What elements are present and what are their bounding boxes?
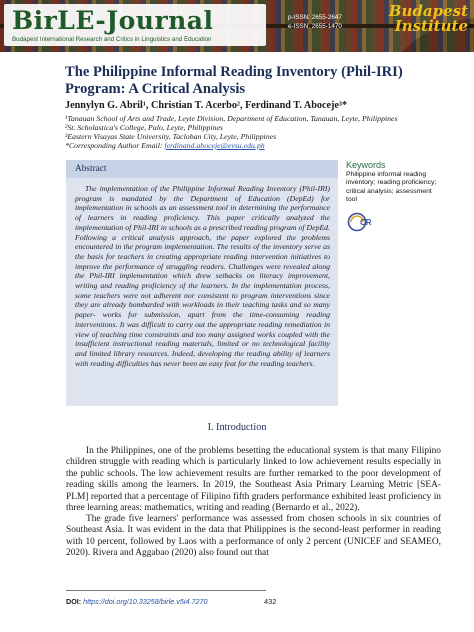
journal-subtitle: Budapest International Research and Critics in Linguistics and Education [12, 36, 212, 43]
article-authors: Jennylyn G. Abril¹, Christian T. Acerbo², Ferdinand T. Aboceje³* [65, 100, 348, 111]
institute-line-1: Budapest [388, 2, 468, 20]
issn-info [288, 14, 358, 38]
journal-logo [4, 4, 266, 46]
footer-doi [66, 597, 207, 606]
institute-name [389, 4, 468, 34]
institute-badge [388, 0, 474, 52]
corresponding-author [65, 141, 445, 150]
abstract-box [66, 160, 338, 406]
issn-online: e-ISSN: 2655-1470 [288, 22, 342, 30]
keywords-heading: Keywords [346, 160, 386, 170]
doi-label: DOI: [66, 597, 82, 606]
affiliation-3: ³Eastern Visayas State University, Tacloban City, Leyte, Philippines [65, 132, 277, 141]
issn-print: p-ISSN: 2655-2647 [288, 14, 342, 21]
intro-paragraph-2: The grade five learners' performance was assessed from chosen schools in six countries of Southeast Asia. It was evident in the data that Philippines is the second-least performer in reading with 10 percent, followed by Laos with a performance of only 2 percent (UNICEF and SEAMEO, 2020). Rivera and Aggabao (2020) also found out that [66, 514, 441, 559]
crossref-icon [347, 212, 381, 232]
abstract-text: The implementation of the Philippine Informal Reading Inventory (Phil-IRI) program is mandated by the Department of Education (DepEd) for implementation in schools as an assessment tool in determining the performance of learners in reading proficiency. This paper critically analyzed the implementation of Phil-IRI in schools as a prescribed reading program of DepEd. Following a critical analysis approach, the paper explored the problems encountered in the program implementation. The results of the inventory serve as the basis for teachers in creating appropriate reading intervention initiatives to improve the performance of struggling readers. Challenges were revealed along the Phil-IRI implementation which drew setbacks on literacy improvement, writing and reading proficiency of the learners. In the implementation process, some teachers were not adherent nor consistent to program interventions since they are already bombarded with workloads in their teaching tasks and so many paper- works for submission, apart from the time-consuming reading interventions. It was difficult to carry out the appropriate reading remediation in view of teaching time constraints and too many assigned works coupled with the insufficient instructional reading materials, limited or no technological facility and limited library resources. Indeed, developing the reading ability of learners with reading difficulties has never been an easy feat for the reading teachers. [75, 184, 330, 368]
page-number: 432 [264, 597, 277, 606]
abstract-heading: Abstract [75, 164, 107, 174]
footer-rule [66, 590, 266, 591]
journal-name: BirLE-Journal [12, 6, 214, 35]
affiliation-1: ¹Tanauan School of Arts and Trade, Leyte Division, Department of Education, Tanauan, Leyte, Philippines [65, 114, 398, 123]
doi-link[interactable]: https://doi.org/10.33258/birle.v5i4.7270 [83, 597, 208, 606]
institute-line-2: Institute [394, 17, 468, 35]
abstract-heading-bar [66, 160, 338, 178]
affiliation-2: ²St. Scholastica's College, Palo, Leyte, Philippines [65, 123, 223, 132]
corresponding-label: *Corresponding Author Email: [65, 141, 165, 150]
journal-banner [0, 0, 474, 52]
svg-text:CR: CR [360, 218, 372, 227]
keywords-text: Philippine informal reading inventory; reading proficiency; critical analysis; assessment tool [346, 171, 437, 204]
section-heading-introduction: I. Introduction [207, 422, 267, 433]
intro-paragraph-1: In the Philippines, one of the problems besetting the educational system is that many Filipino children struggle with reading which is particularly linked to low achievement results especially in the public schools. The low achievement results are further remarked to the poor development of reading skills among the learners. In 2019, the Southeast Asia Primary Learning Metric [SEA-PLM] reported that a percentage of Filipino fifth graders performance exhibited least proficiency in three learning areas: mathematics, writing and reading (Bernardo et al., 2022). [66, 446, 441, 514]
corresponding-email-link[interactable]: ferdinand.aboceje@evsu.edu.ph [164, 141, 265, 150]
crossref-logo[interactable] [347, 212, 381, 232]
article-title: The Philippine Informal Reading Inventory (Phil-IRI) Program: A Critical Analysis [65, 64, 403, 97]
